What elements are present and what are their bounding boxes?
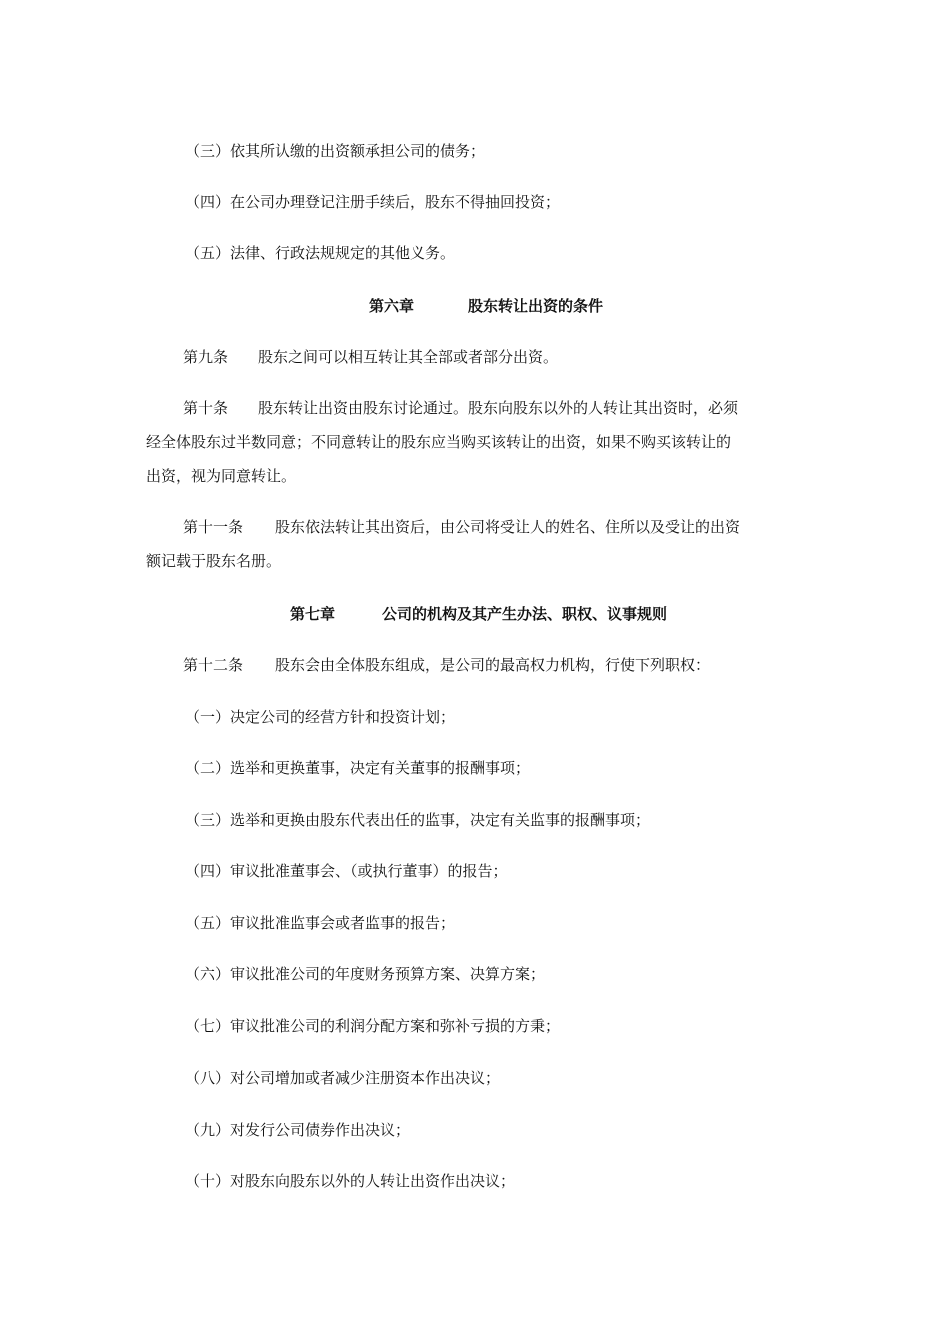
article-number: 第九条 [183,348,229,366]
list-item: （八）对公司增加或者减少注册资本作出决议； [185,1069,501,1087]
article-text: 股东之间可以相互转让其全部或者部分出资。 [258,348,559,366]
list-item: （五）审议批准监事会或者监事的报告； [185,914,456,932]
chapter-number: 第七章 [290,605,336,623]
article-11-continuation: 额记载于股东名册。 [146,552,282,570]
list-item: （三）选举和更换由股东代表出任的监事，决定有关监事的报酬事项； [185,811,651,829]
article-text: 股东会由全体股东组成，是公司的最高权力机构，行使下列职权： [275,656,711,674]
article-10-continuation: 经全体股东过半数同意；不同意转让的股东应当购买该转让的出资，如果不购买该转让的 [146,433,732,451]
list-item: （十）对股东向股东以外的人转让出资作出决议； [185,1172,516,1190]
article-12 [0,655,950,675]
article-number: 第十二条 [183,656,244,674]
list-item: （七）审议批准公司的利润分配方案和弥补亏损的方秉； [185,1017,561,1035]
article-text: 股东转让出资由股东讨论通过。股东向股东以外的人转让其出资时，必须 [258,399,739,417]
list-item: （五）法律、行政法规规定的其他义务。 [185,244,456,262]
list-item: （四）审议批准董事会、（或执行董事）的报告； [185,862,508,880]
article-text: 股东依法转让其出资后，由公司将受让人的姓名、住所以及受让的出资 [275,518,741,536]
chapter-heading-6 [0,296,950,316]
article-10-continuation: 出资，视为同意转让。 [146,467,297,485]
chapter-title: 股东转让出资的条件 [468,297,604,315]
list-item: （二）选举和更换董事，决定有关董事的报酬事项； [185,759,531,777]
article-number: 第十一条 [183,518,244,536]
chapter-heading-7 [0,604,950,624]
list-item: （九）对发行公司债券作出决议； [185,1121,411,1139]
chapter-number: 第六章 [369,297,415,315]
article-9 [0,347,950,367]
article-10 [0,398,950,418]
chapter-title: 公司的机构及其产生办法、职权、议事规则 [382,605,668,623]
list-item: （一）决定公司的经营方针和投资计划； [185,708,456,726]
article-11 [0,517,950,537]
list-item: （四）在公司办理登记注册手续后，股东不得抽回投资； [185,193,561,211]
article-number: 第十条 [183,399,229,417]
list-item: （三）依其所认缴的出资额承担公司的债务； [185,142,486,160]
list-item: （六）审议批准公司的年度财务预算方案、决算方案； [185,965,546,983]
